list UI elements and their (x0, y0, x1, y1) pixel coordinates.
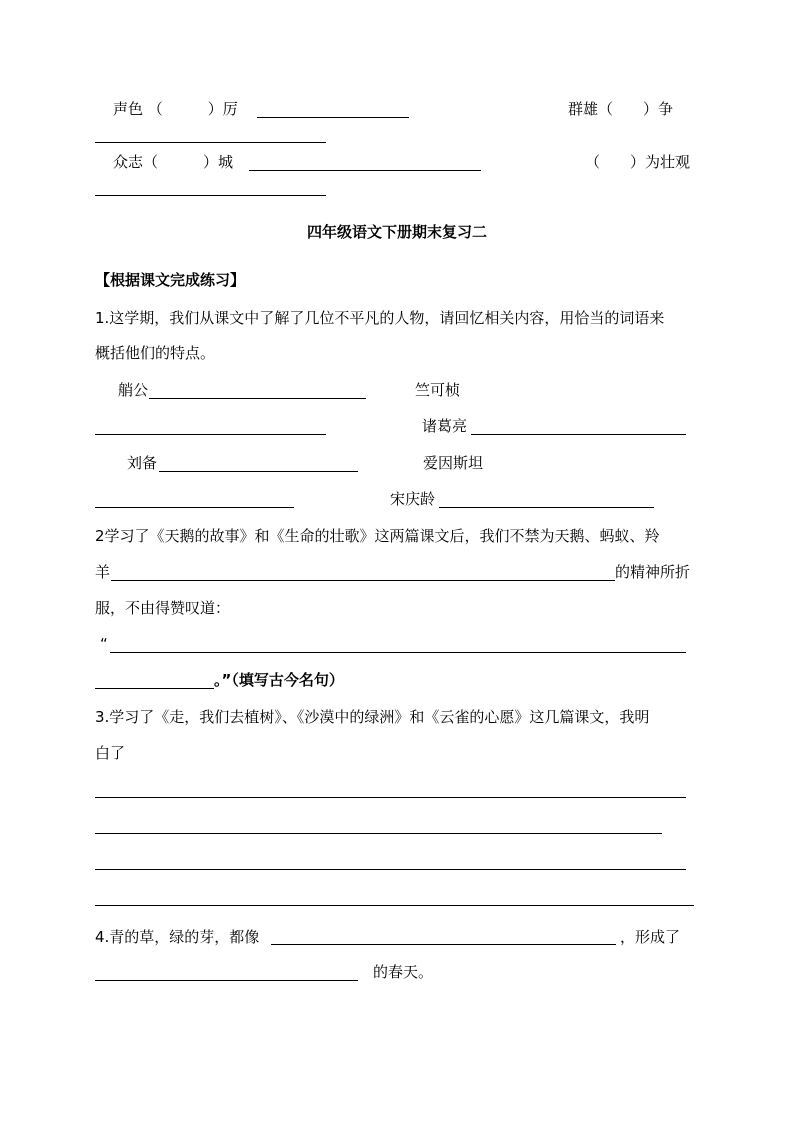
idiom-shengse: 声色 （ ）厉 (113, 100, 238, 118)
open-quote: “ (100, 635, 108, 653)
q1-text: 1.这学期，我们从课文中了解了几位不平凡的人物，请回忆相关内容，用恰当的词语来 (95, 309, 665, 327)
answer-line[interactable] (95, 869, 686, 870)
blank-line[interactable] (439, 507, 654, 508)
idiom-weizhuangguan: （ ）为壮观 (585, 153, 691, 171)
q2-text-cont: 服，不由得赞叹道： (95, 599, 231, 617)
section-heading: 【根据课文完成练习】 (95, 271, 246, 289)
blank-line[interactable] (149, 398, 366, 399)
answer-line[interactable] (95, 905, 694, 906)
idiom-zhongzhi: 众志（ ）城 (113, 153, 234, 171)
blank-line[interactable] (249, 170, 481, 171)
q2-close-note: 。”（填写古今名句） (214, 671, 344, 689)
blank-line[interactable] (111, 580, 615, 581)
name-zhukezhen: 竺可桢 (415, 381, 461, 399)
q2-text: 2学习了《天鹅的故事》和《生命的壮歌》这两篇课文后，我们不禁为天鹅、蚂蚁、羚 (95, 527, 660, 545)
answer-line[interactable] (95, 833, 662, 834)
blank-line[interactable] (95, 688, 214, 689)
blank-line[interactable] (110, 652, 686, 653)
name-songqingling: 宋庆龄 (390, 490, 436, 508)
q4-text-start: 4.青的草，绿的芽，都像 (95, 928, 260, 946)
answer-line[interactable] (95, 797, 686, 798)
q3-text-cont: 白了 (95, 744, 126, 762)
blank-line[interactable] (471, 434, 686, 435)
blank-line[interactable] (95, 434, 326, 435)
name-einstein: 爱因斯坦 (423, 454, 484, 472)
q1-text-cont: 概括他们的特点。 (95, 344, 216, 362)
blank-line[interactable] (271, 944, 616, 945)
name-zhugeliang: 诸葛亮 (422, 417, 468, 435)
blank-line[interactable] (95, 507, 294, 508)
blank-line[interactable] (95, 980, 358, 981)
q4-text-end: ，形成了 (620, 928, 681, 946)
blank-line[interactable] (159, 471, 358, 472)
q2-text-end: 的精神所折 (615, 563, 691, 581)
q4-text-cont: 的春天。 (373, 963, 434, 981)
blank-line[interactable] (257, 117, 409, 118)
blank-line[interactable] (95, 142, 326, 143)
q3-text: 3.学习了《走，我们去植树》、《沙漠中的绿洲》和《云雀的心愿》这几篇课文，我明 (95, 708, 650, 726)
name-liubei: 刘备 (127, 454, 158, 472)
page-title: 四年级语文下册期末复习二 (306, 223, 487, 241)
idiom-qunxiong: 群雄（ ）争 (568, 100, 674, 118)
blank-line[interactable] (95, 195, 326, 196)
name-shaogong: 艄公 (118, 381, 149, 399)
q2-text-start: 羊 (95, 563, 111, 581)
